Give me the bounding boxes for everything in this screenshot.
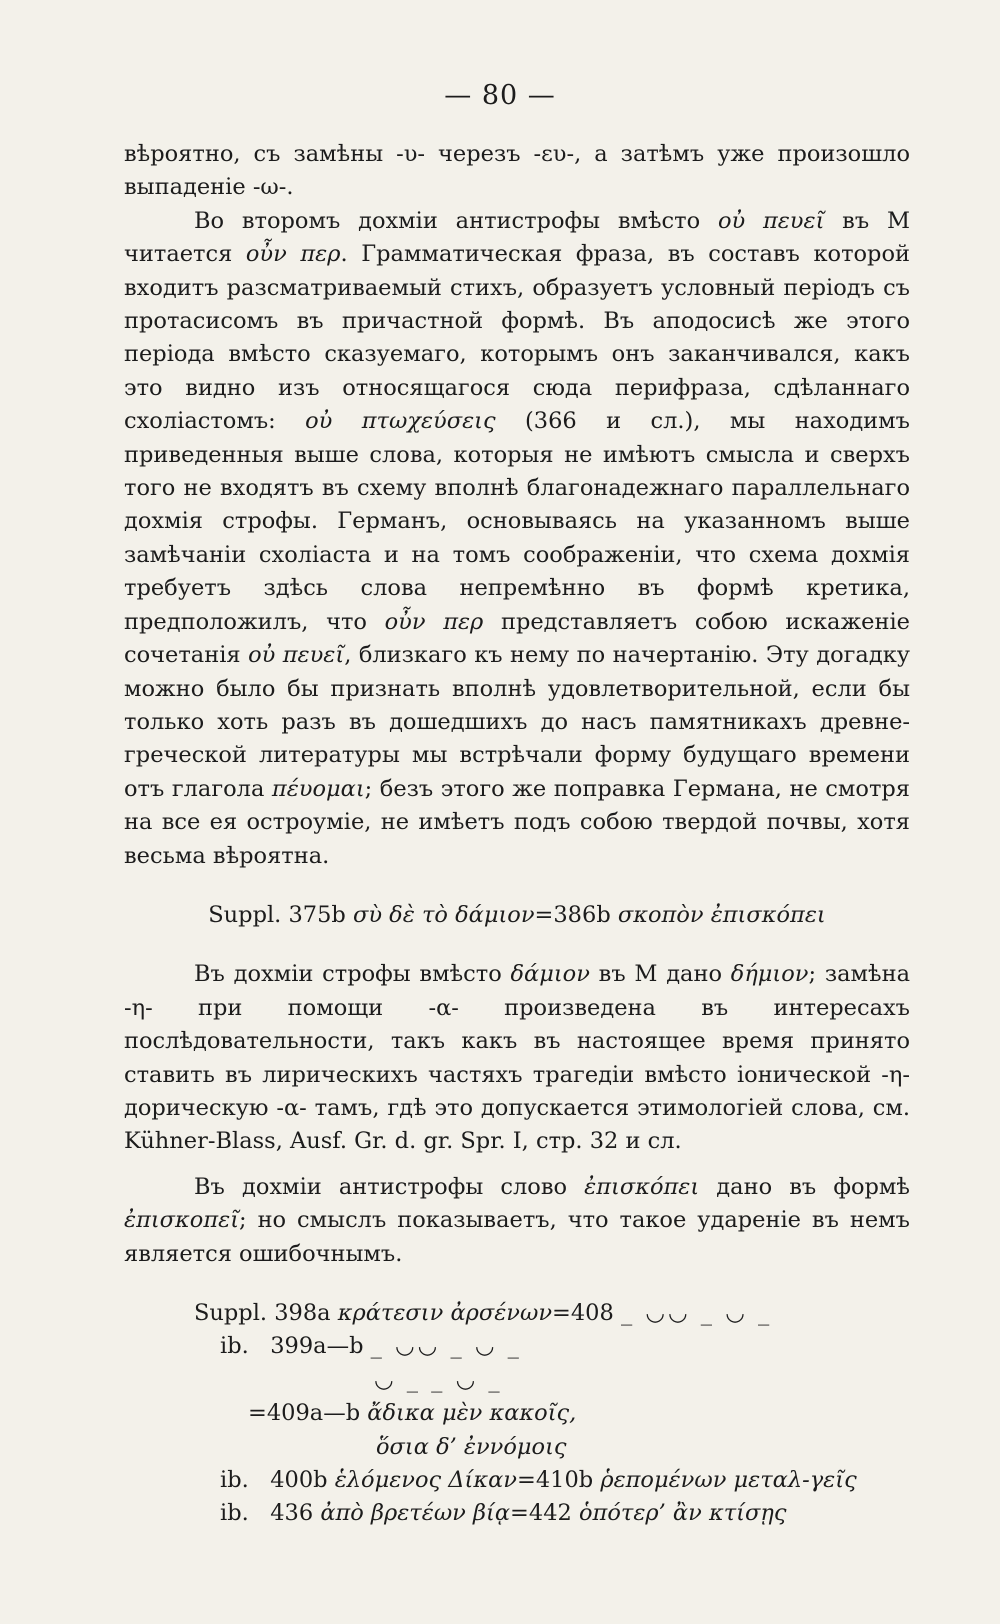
greek-word: οὖν περ bbox=[384, 608, 484, 635]
greek-word: δήμιον bbox=[730, 961, 809, 988]
verse-ref: =408 bbox=[552, 1300, 614, 1326]
verse-line-6 bbox=[124, 1464, 910, 1497]
text-run: ; безъ этого же поправка Германа, не смотря на все ея остроуміе, не имѣетъ подъ собою твердой почвы, хотя весьма вѣроятна. bbox=[124, 775, 910, 869]
paragraph-2 bbox=[124, 205, 910, 873]
text-run: въ M читается bbox=[124, 207, 910, 268]
greek-phrase: ἄδικα μὲν κακοῖς, bbox=[367, 1400, 577, 1427]
verse-line-5 bbox=[124, 1431, 910, 1464]
text-run: Во второмъ дохміи антистрофы вмѣсто bbox=[194, 207, 718, 234]
verse-ref: Suppl. 398a bbox=[194, 1300, 331, 1326]
text-run: дано въ формѣ bbox=[699, 1173, 910, 1200]
verse-ref: =442 bbox=[510, 1500, 572, 1527]
greek-word: οὖν περ bbox=[245, 241, 341, 268]
verse-line-4 bbox=[124, 1397, 910, 1430]
metre-scheme: _ ◡◡ _ ◡ _ bbox=[370, 1333, 522, 1360]
paragraph-3 bbox=[124, 958, 910, 1158]
greek-word: οὐ πευεῖ bbox=[717, 207, 825, 234]
verse-ref: ib. 400b bbox=[220, 1467, 328, 1494]
page-body bbox=[124, 138, 910, 1531]
verse-ref: =410b bbox=[516, 1467, 594, 1494]
text-run: ; но смыслъ показываетъ, что такое удареніе въ немъ является ошибочнымъ. bbox=[124, 1207, 910, 1267]
text-run: ; замѣна -η- при помощи -α- произведена въ интересахъ послѣдовательности, такъ какъ въ настоящее время принято ставить въ лирическихъ частяхъ трагедіи вмѣсто іонической -η- дорическую -α- тамъ, гдѣ это допускается этимологіей слова, см. Kühner-Blass, Ausf. Gr. d. gr. Spr. I, стр. 32 и сл. bbox=[124, 961, 910, 1155]
greek-phrase: ὅσια δ’ ἐννόμοις bbox=[376, 1433, 567, 1460]
verse-ref: ib. 399a—b bbox=[220, 1333, 364, 1360]
metre-scheme: _ ◡◡ _ ◡ _ bbox=[620, 1300, 773, 1326]
greek-phrase: κράτεσιν ἀρσένων bbox=[337, 1300, 553, 1326]
paragraph-4 bbox=[124, 1171, 910, 1271]
verse-line-2 bbox=[124, 1330, 910, 1363]
text-run: въ M дано bbox=[589, 961, 731, 988]
text-run: Въ дохміи строфы вмѣсто bbox=[194, 961, 511, 988]
greek-phrase: ῥεπομένων μεταλ-γεῖς bbox=[600, 1467, 857, 1494]
greek-word: ἐπισκόπει bbox=[584, 1173, 700, 1200]
verse-ref: ib. 436 bbox=[220, 1500, 314, 1527]
greek-phrase: σὺ δὲ τὸ δάμιον bbox=[352, 901, 535, 928]
metre-scheme: ◡ _ _ ◡ _ bbox=[374, 1366, 503, 1393]
page-number: — 80 — bbox=[444, 80, 556, 111]
text-run: представляетъ собою искаженіе сочетанія bbox=[124, 608, 910, 669]
verse-ref: Suppl. 375b bbox=[208, 901, 353, 928]
greek-word: ἐπισκοπεῖ bbox=[124, 1207, 240, 1234]
paragraph-1: вѣроятно, съ замѣны -υ- черезъ -ευ-, а затѣмъ уже произошло выпаденіе -ω-. bbox=[124, 141, 910, 201]
text-run: , близкаго къ нему по начертанію. Эту догадку можно было бы признать вполнѣ удовлетворительной, если бы только хоть разъ въ дошедшихъ до насъ памятникахъ древне-греческой литературы мы встрѣчали форму будущаго времени отъ глагола bbox=[124, 642, 910, 802]
verse-ref: =386b bbox=[534, 901, 618, 928]
greek-word: οὐ πευεῖ bbox=[248, 642, 345, 669]
greek-phrase: σκοπὸν ἐπισκόπει bbox=[617, 901, 826, 928]
greek-phrase: ὁπότερ’ ἂν κτίσῃς bbox=[579, 1500, 787, 1527]
greek-phrase: ἑλόμενος Δίκαν bbox=[334, 1467, 517, 1494]
greek-word: οὐ πτωχεύσεις bbox=[305, 408, 496, 435]
verse-line-7 bbox=[124, 1497, 910, 1530]
verse-heading bbox=[124, 899, 910, 932]
greek-word: πέυομαι bbox=[271, 775, 365, 802]
text-run: (366 и сл.), мы находимъ приведенныя выше слова, которыя не имѣютъ смысла и сверхъ того не входятъ въ схему вполнѣ благонадежнаго параллельнаго дохмія строфы. Германъ, основываясь на указанномъ выше замѣчаніи схоліаста и на томъ соображеніи, что схема дохмія требуетъ здѣсь слова непремѣнно въ формѣ кретика, предположилъ, что bbox=[124, 408, 911, 635]
text-run: . Грамматическая фраза, въ составъ которой входитъ разсматриваемый стихъ, образуетъ условный періодъ съ протасисомъ въ причастной формѣ. Въ аподосисѣ же этого періода вмѣсто сказуемаго, которымъ онъ заканчивался, какъ это видно изъ относящагося сюда перифраза, сдѣланнаго схоліастомъ: bbox=[124, 241, 911, 435]
text-run: Въ дохміи антистрофы слово bbox=[194, 1173, 585, 1200]
verse-line-1 bbox=[124, 1297, 910, 1330]
greek-phrase: ἀπὸ βρετέων βίᾳ bbox=[320, 1500, 511, 1527]
verse-ref: =409a—b bbox=[248, 1400, 361, 1427]
verse-line-3 bbox=[124, 1364, 910, 1397]
greek-word: δάμιον bbox=[510, 961, 590, 988]
